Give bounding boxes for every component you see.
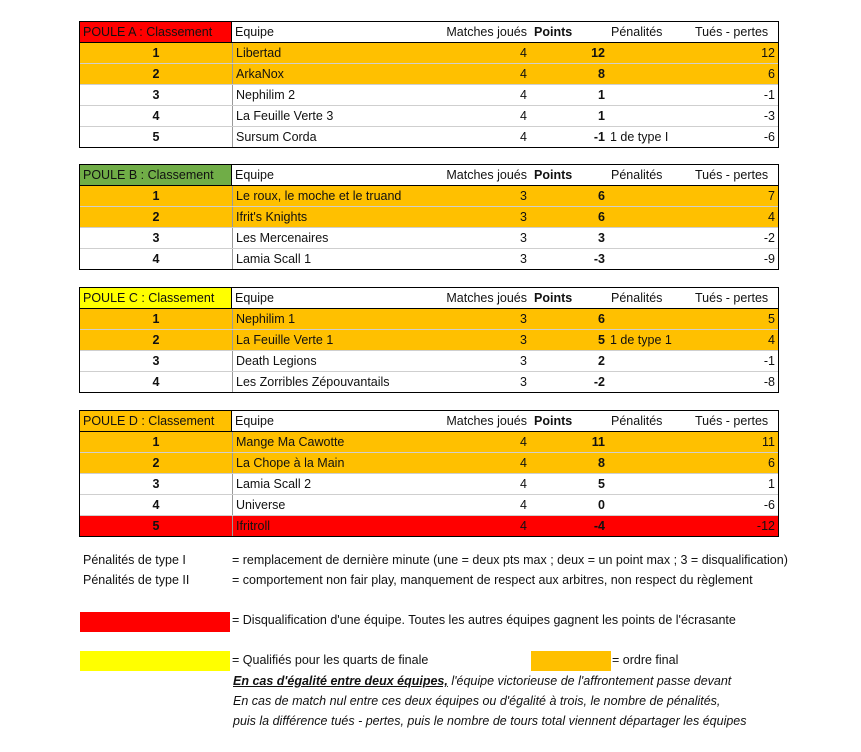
table-row	[80, 64, 778, 85]
team-cell: Nephilim 1	[232, 309, 428, 329]
rank-cell: 4	[152, 375, 160, 389]
played-cell: 3	[520, 231, 527, 245]
header-played: Matches joués	[446, 25, 527, 39]
penalty-cell	[608, 453, 689, 473]
penalty-cell	[608, 186, 689, 206]
points-cell: 0	[598, 498, 605, 512]
kills-losses-cell: 12	[761, 46, 775, 60]
rank-cell: 1	[152, 189, 160, 203]
rank-cell: 1	[152, 46, 160, 60]
points-cell: 8	[598, 67, 605, 81]
kills-losses-cell: -9	[763, 252, 775, 266]
table-row	[80, 432, 778, 453]
kills-losses-cell: -1	[763, 88, 775, 102]
team-cell: Lamia Scall 1	[232, 249, 428, 269]
table-row	[80, 372, 778, 392]
yellow-legend-swatch	[80, 651, 230, 671]
table-row	[80, 207, 778, 228]
header-played: Matches joués	[446, 291, 527, 305]
team-cell: La Feuille Verte 3	[232, 106, 428, 126]
kills-losses-cell: -6	[763, 130, 775, 144]
penalty-cell	[608, 495, 689, 515]
tie-rule-line1	[233, 674, 731, 688]
header-points: Points	[534, 25, 573, 39]
rank-cell: 1	[152, 312, 160, 326]
header-played: Matches joués	[446, 414, 527, 428]
header-team: Equipe	[235, 414, 274, 428]
poule-table	[79, 21, 779, 148]
red-legend-text: = Disqualification d'une équipe. Toutes les autres équipes gagnent les points de l'écrasante	[232, 613, 736, 627]
played-cell: 3	[520, 333, 527, 347]
team-cell: Death Legions	[232, 351, 428, 371]
rank-cell: 3	[152, 88, 160, 102]
kills-losses-cell: 7	[768, 189, 775, 203]
header-played: Matches joués	[446, 168, 527, 182]
header-penalties: Pénalités	[611, 168, 663, 182]
played-cell: 4	[520, 130, 527, 144]
rank-cell: 2	[152, 333, 160, 347]
poule-table	[79, 410, 779, 537]
penalty-type1-description: = remplacement de dernière minute (une = deux pts max ; deux = un point max ; 3 = disqualification)	[232, 553, 788, 567]
points-cell: -3	[593, 252, 605, 266]
points-cell: 3	[598, 231, 605, 245]
tie-rule-title: En cas d'égalité entre deux équipes,	[233, 674, 448, 688]
penalty-cell	[608, 351, 689, 371]
points-cell: -2	[593, 375, 605, 389]
table-row	[80, 127, 778, 147]
kills-losses-cell: -1	[763, 354, 775, 368]
header-kills-losses: Tués - pertes	[695, 291, 769, 305]
penalty-cell	[608, 106, 689, 126]
header-points: Points	[534, 291, 573, 305]
kills-losses-cell: 6	[768, 67, 775, 81]
table-row	[80, 106, 778, 127]
points-cell: 5	[598, 477, 605, 491]
rank-cell: 4	[152, 498, 160, 512]
header-team: Equipe	[235, 168, 274, 182]
penalty-cell	[608, 249, 689, 269]
points-cell: 6	[598, 210, 605, 224]
team-cell: Les Zorribles Zépouvantails	[232, 372, 428, 392]
rank-cell: 4	[152, 109, 160, 123]
kills-losses-cell: -3	[763, 109, 775, 123]
team-cell: Le roux, le moche et le truand	[232, 186, 428, 206]
tie-rule-line3: puis la différence tués - pertes, puis le nombre de tours total viennent départager les équipes	[233, 714, 747, 728]
table-row	[80, 351, 778, 372]
rank-cell: 3	[152, 231, 160, 245]
penalty-cell	[608, 372, 689, 392]
points-cell: 2	[598, 354, 605, 368]
rank-cell: 1	[152, 435, 160, 449]
team-cell: Libertad	[232, 43, 428, 63]
header-penalties: Pénalités	[611, 414, 663, 428]
table-row	[80, 330, 778, 351]
team-cell: Nephilim 2	[232, 85, 428, 105]
kills-losses-cell: -2	[763, 231, 775, 245]
poule-title: POULE C : Classement	[80, 288, 232, 308]
rank-cell: 3	[152, 354, 160, 368]
header-kills-losses: Tués - pertes	[695, 168, 769, 182]
poule-title: POULE B : Classement	[80, 165, 232, 185]
played-cell: 3	[520, 210, 527, 224]
table-header	[80, 411, 778, 432]
played-cell: 4	[520, 88, 527, 102]
penalty-cell	[608, 474, 689, 494]
rank-cell: 3	[152, 477, 160, 491]
kills-losses-cell: 4	[768, 210, 775, 224]
table-row	[80, 228, 778, 249]
points-cell: 1	[598, 109, 605, 123]
rank-cell: 4	[152, 252, 160, 266]
played-cell: 4	[520, 109, 527, 123]
header-team: Equipe	[235, 25, 274, 39]
team-cell: La Feuille Verte 1	[232, 330, 428, 350]
poule-table	[79, 164, 779, 270]
header-points: Points	[534, 414, 573, 428]
kills-losses-cell: -8	[763, 375, 775, 389]
tie-rule-line2: En cas de match nul entre ces deux équipes ou d'égalité à trois, le nombre de pénalités,	[233, 694, 721, 708]
table-row	[80, 186, 778, 207]
kills-losses-cell: 6	[768, 456, 775, 470]
points-cell: 5	[598, 333, 605, 347]
points-cell: 11	[591, 435, 605, 449]
header-team: Equipe	[235, 291, 274, 305]
kills-losses-cell: 11	[762, 435, 775, 449]
team-cell: ArkaNox	[232, 64, 428, 84]
played-cell: 4	[520, 46, 527, 60]
penalty-cell: 1 de type 1	[610, 333, 672, 347]
penalty-type2-label: Pénalités de type II	[83, 573, 190, 587]
points-cell: 12	[591, 46, 605, 60]
played-cell: 3	[520, 189, 527, 203]
penalty-cell	[608, 207, 689, 227]
team-cell: Ifritroll	[232, 516, 428, 536]
table-row	[80, 474, 778, 495]
penalty-cell	[608, 516, 689, 536]
table-row	[80, 43, 778, 64]
team-cell: Lamia Scall 2	[232, 474, 428, 494]
penalty-cell	[608, 64, 689, 84]
yellow-legend-text: = Qualifiés pour les quarts de finale	[232, 653, 429, 667]
penalty-type2-description: = comportement non fair play, manquement de respect aux arbitres, non respect du règlement	[232, 573, 753, 587]
points-cell: 6	[598, 312, 605, 326]
orange-legend-text: = ordre final	[612, 653, 679, 667]
table-header	[80, 22, 778, 43]
points-cell: 8	[598, 456, 605, 470]
rank-cell: 2	[152, 67, 160, 81]
team-cell: Universe	[232, 495, 428, 515]
rank-cell: 2	[152, 210, 160, 224]
played-cell: 4	[520, 456, 527, 470]
penalty-type1-label: Pénalités de type I	[83, 553, 186, 567]
header-kills-losses: Tués - pertes	[695, 414, 769, 428]
penalty-cell	[608, 228, 689, 248]
team-cell: La Chope à la Main	[232, 453, 428, 473]
rank-cell: 5	[152, 519, 160, 533]
team-cell: Mange Ma Cawotte	[232, 432, 428, 452]
kills-losses-cell: 4	[768, 333, 775, 347]
header-points: Points	[534, 168, 573, 182]
orange-legend-swatch	[531, 651, 611, 671]
points-cell: 6	[598, 189, 605, 203]
penalty-cell	[608, 309, 689, 329]
points-cell: -4	[593, 519, 605, 533]
header-penalties: Pénalités	[611, 291, 663, 305]
red-legend-swatch	[80, 612, 230, 632]
played-cell: 4	[520, 477, 527, 491]
played-cell: 3	[520, 312, 527, 326]
kills-losses-cell: -6	[763, 498, 775, 512]
table-header	[80, 165, 778, 186]
rank-cell: 5	[152, 130, 160, 144]
table-row	[80, 309, 778, 330]
tie-rule-line1-text: l'équipe victorieuse de l'affrontement passe devant	[447, 674, 732, 688]
points-cell: -1	[593, 130, 605, 144]
rank-cell: 2	[152, 456, 160, 470]
played-cell: 4	[520, 519, 527, 533]
penalty-cell	[608, 85, 689, 105]
played-cell: 4	[520, 498, 527, 512]
team-cell: Sursum Corda	[232, 127, 428, 147]
kills-losses-cell: 1	[768, 477, 775, 491]
poule-title: POULE A : Classement	[80, 22, 232, 42]
table-row	[80, 453, 778, 474]
table-row	[80, 495, 778, 516]
table-header	[80, 288, 778, 309]
table-row	[80, 85, 778, 106]
table-row	[80, 516, 778, 536]
team-cell: Les Mercenaires	[232, 228, 428, 248]
header-penalties: Pénalités	[611, 25, 663, 39]
kills-losses-cell: 5	[768, 312, 775, 326]
kills-losses-cell: -12	[756, 519, 775, 533]
played-cell: 4	[520, 435, 527, 449]
played-cell: 3	[520, 252, 527, 266]
penalty-cell	[608, 432, 689, 452]
header-kills-losses: Tués - pertes	[695, 25, 769, 39]
poule-table	[79, 287, 779, 393]
played-cell: 3	[520, 354, 527, 368]
table-row	[80, 249, 778, 269]
team-cell: Ifrit's Knights	[232, 207, 428, 227]
poule-title: POULE D : Classement	[80, 411, 232, 431]
penalty-cell	[608, 43, 689, 63]
points-cell: 1	[598, 88, 605, 102]
played-cell: 3	[520, 375, 527, 389]
penalty-cell: 1 de type I	[610, 130, 669, 144]
played-cell: 4	[520, 67, 527, 81]
